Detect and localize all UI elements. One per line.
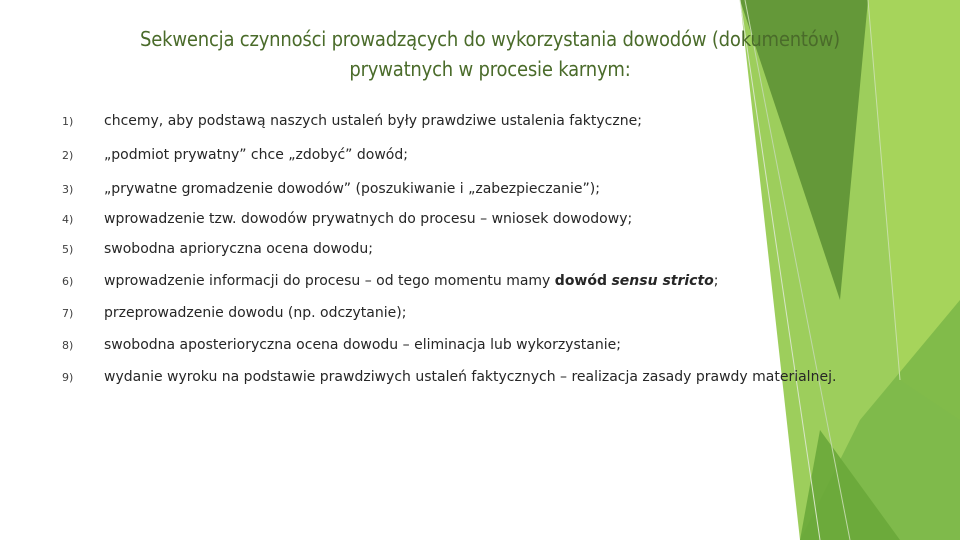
list-text: wprowadzenie tzw. dowodów prywatnych do procesu – wniosek dowodowy; <box>104 211 633 227</box>
list-text: chcemy, aby podstawą naszych ustaleń były prawdziwe ustalenia faktyczne; <box>104 113 642 129</box>
list-number: 5) <box>62 243 74 256</box>
list-number: 3) <box>62 183 74 196</box>
list-number: 6) <box>62 275 74 288</box>
list-number: 2) <box>62 149 74 162</box>
list-number: 9) <box>62 371 74 384</box>
list-text: wydanie wyroku na podstawie prawdziwych ustaleń faktycznych – realizacja zasady prawdy materialnej. <box>104 369 837 385</box>
slide-title-line-2: prywatnych w procesie karnym: <box>349 57 631 81</box>
list-number: 4) <box>62 213 74 226</box>
list-text-post: ; <box>713 273 719 289</box>
slide-title <box>40 24 940 84</box>
list-text-pre: wprowadzenie informacji do procesu – od tego momentu mamy <box>104 273 555 289</box>
list-number: 1) <box>62 115 74 128</box>
list-text: swobodna aposterioryczna ocena dowodu – eliminacja lub wykorzystanie; <box>104 337 621 353</box>
list-text: swobodna aprioryczna ocena dowodu; <box>104 241 373 257</box>
list-number: 7) <box>62 307 74 320</box>
slide-title-line-1: Sekwencja czynności prowadzących do wykorzystania dowodów (dokumentów) <box>140 27 840 51</box>
list-text-italic: sensu stricto <box>611 273 714 289</box>
list-text: „podmiot prywatny” chce „zdobyć” dowód; <box>104 147 408 163</box>
list-text: przeprowadzenie dowodu (np. odczytanie); <box>104 305 407 321</box>
list-text <box>104 272 892 290</box>
list-number: 8) <box>62 339 74 352</box>
list-text-bold: dowód <box>554 273 608 289</box>
list-text: „prywatne gromadzenie dowodów” (poszukiwanie i „zabezpieczanie”); <box>104 181 600 197</box>
